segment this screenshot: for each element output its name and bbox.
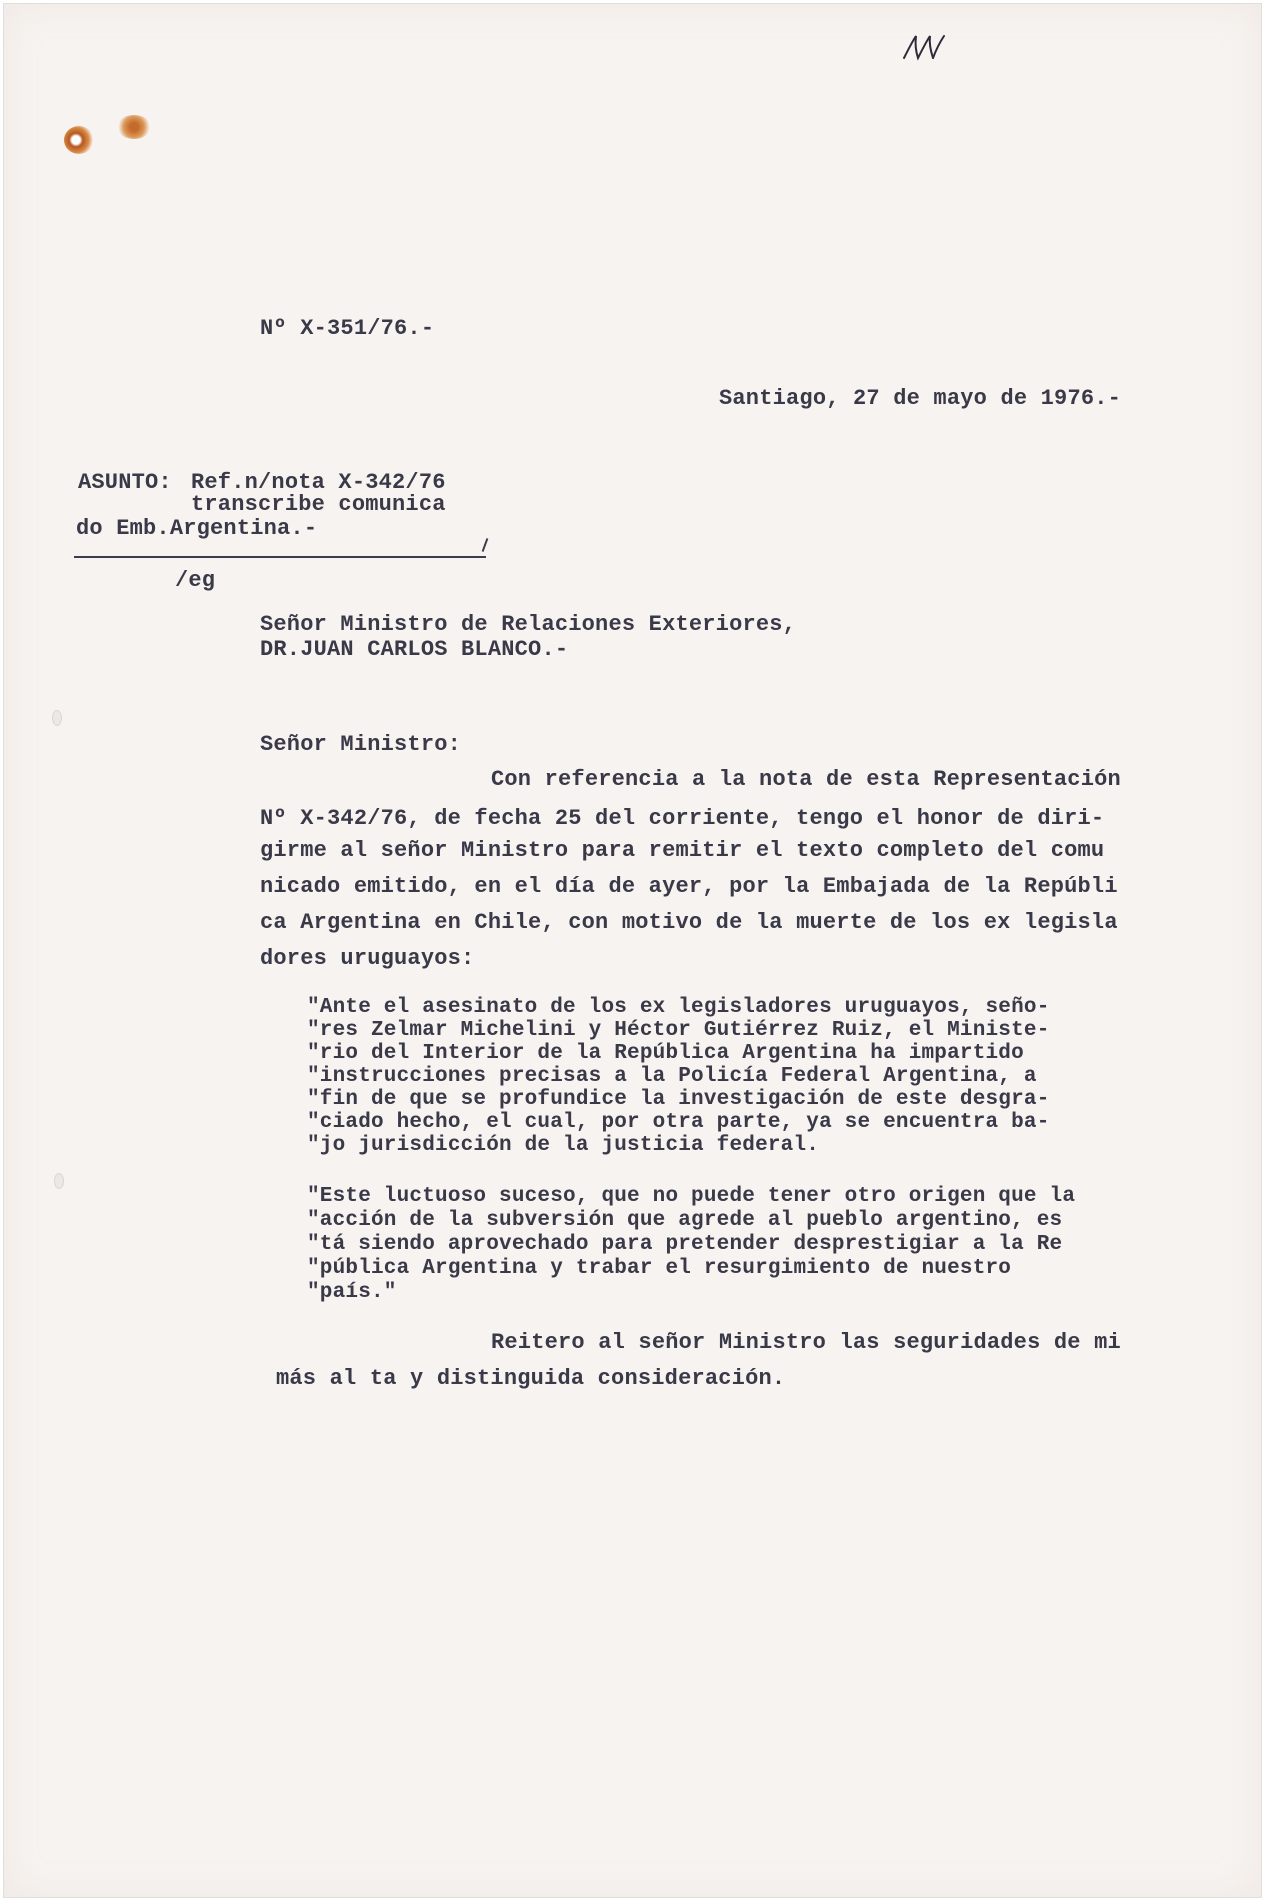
place-date: Santiago, 27 de mayo de 1976.- [719, 386, 1122, 411]
body-line: Nº X-342/76, de fecha 25 del corriente, tengo el honor de diri- [260, 806, 1105, 831]
rust-stain [64, 126, 94, 154]
rust-stain [117, 115, 151, 139]
punch-hole [54, 1173, 64, 1189]
punch-hole [52, 710, 62, 726]
recipient-line-1: Señor Ministro de Relaciones Exteriores, [260, 612, 797, 637]
subject-line-2: transcribe comunica [191, 492, 446, 517]
body-line: Con referencia a la nota de esta Representación [491, 767, 1121, 792]
quote-line: "ciado hecho, el cual, por otra parte, ya se encuentra ba- [307, 1111, 1050, 1134]
typist-initials: /eg [175, 568, 216, 593]
subject-underline [74, 556, 486, 558]
quote-line: "Este luctuoso suceso, que no puede tener otro origen que la [307, 1185, 1076, 1208]
quote-line: "rio del Interior de la República Argentina ha impartido [307, 1042, 1024, 1065]
quote-line: "Ante el asesinato de los ex legisladores uruguayos, seño- [307, 996, 1050, 1019]
handwritten-page-number [902, 32, 948, 64]
subject-line-1: Ref.n/nota X-342/76 [191, 470, 446, 495]
closing-line: más al ta y distinguida consideración. [276, 1366, 786, 1391]
body-line: nicado emitido, en el día de ayer, por la Embajada de la Repúbli [260, 874, 1118, 899]
subject-slash-mark [482, 538, 489, 552]
closing-line: Reitero al señor Ministro las seguridades de mi [491, 1330, 1121, 1355]
body-line: dores uruguayos: [260, 946, 475, 971]
recipient-line-2: DR.JUAN CARLOS BLANCO.- [260, 637, 569, 662]
subject-line-3: do Emb.Argentina.- [76, 516, 318, 541]
quote-line: "fin de que se profundice la investigación de este desgra- [307, 1088, 1050, 1111]
quote-line: "instrucciones precisas a la Policía Federal Argentina, a [307, 1065, 1037, 1088]
body-line: girme al señor Ministro para remitir el texto completo del comu [260, 838, 1105, 863]
quote-line: "acción de la subversión que agrede al pueblo argentino, es [307, 1209, 1063, 1232]
quote-line: "jo jurisdicción de la justicia federal. [307, 1134, 820, 1157]
reference-number: Nº X-351/76.- [260, 316, 435, 341]
quote-line: "res Zelmar Michelini y Héctor Gutiérrez Ruiz, el Ministe- [307, 1019, 1050, 1042]
document-page [3, 3, 1262, 1898]
quote-line: "tá siendo aprovechado para pretender desprestigiar a la Re [307, 1233, 1063, 1256]
quote-line: "pública Argentina y trabar el resurgimiento de nuestro [307, 1257, 1012, 1280]
salutation: Señor Ministro: [260, 732, 462, 757]
body-line: ca Argentina en Chile, con motivo de la muerte de los ex legisla [260, 910, 1118, 935]
quote-line: "país." [307, 1281, 397, 1304]
subject-label: ASUNTO: [78, 470, 172, 495]
